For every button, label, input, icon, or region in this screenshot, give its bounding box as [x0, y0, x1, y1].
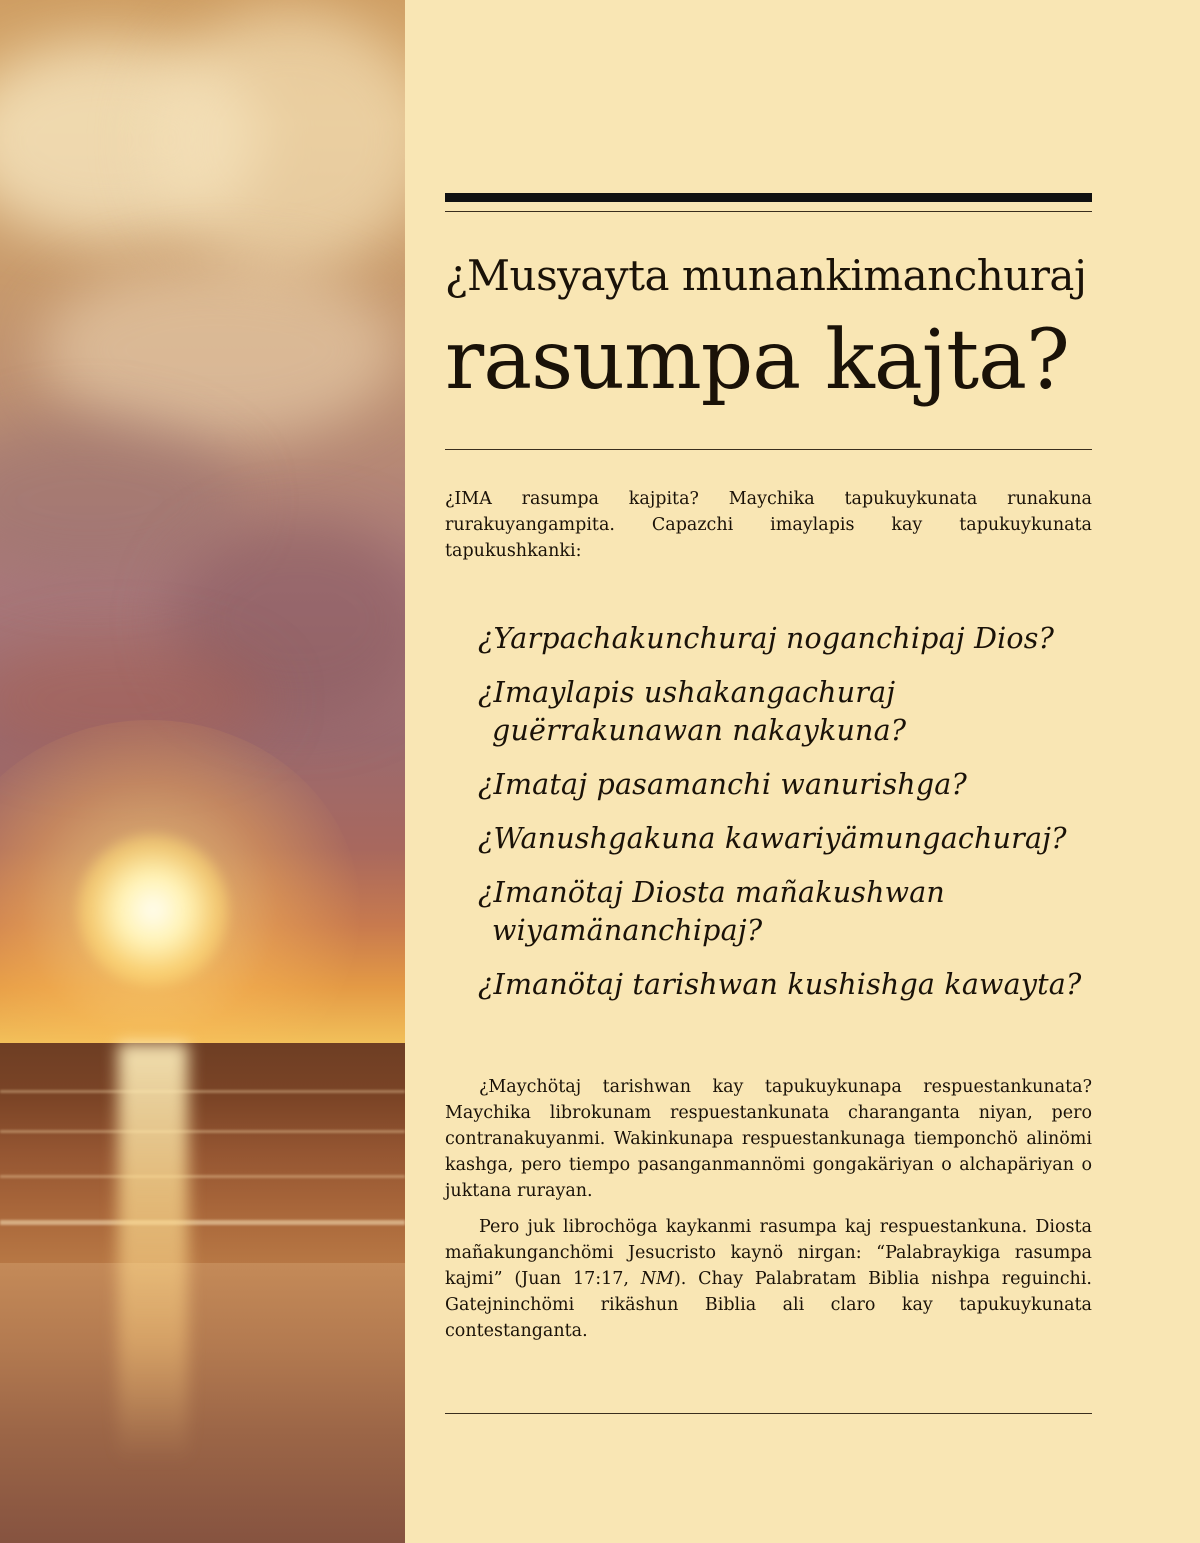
title-line-2: rasumpa kajta? — [445, 313, 1069, 408]
question-item: ¿Imaylapis ushakangachuraj guërrakunawan nakaykuna? — [478, 676, 907, 747]
body-text — [445, 1074, 1092, 1354]
sea — [0, 1043, 405, 1263]
body-paragraph-1: ¿Maychötaj tarishwan kay tapukuykunapa respuestankunata? Maychika librokunam respuestankunata charanganta niyan, pero contranakuyanmi. Wakinkunapa respuestankunaga tiemponchö alinömi kashga, pero tiempo pasanganmannömi gongakäriyan o alchapäriyan o juktana rurayan. — [445, 1077, 1092, 1201]
sun-reflection — [118, 1043, 188, 1463]
sun — [78, 835, 228, 985]
beach — [0, 1263, 405, 1543]
top-thin-rule — [445, 211, 1092, 212]
top-thick-rule — [445, 193, 1092, 202]
title-line-1: ¿Musyayta munankimanchuraj — [445, 251, 1087, 300]
title-bottom-rule — [445, 449, 1092, 450]
question-item: ¿Imanötaj Diosta mañakushwan wiyamänanchipaj? — [478, 876, 945, 947]
question-list — [478, 620, 1118, 1020]
sunset-beach-photo — [0, 0, 405, 1543]
question-item: ¿Imataj pasamanchi wanurishga? — [478, 768, 967, 801]
body-paragraph-2 — [445, 1214, 1092, 1344]
intro-paragraph: ¿IMA rasumpa kajpita? Maychika tapukuykunata runakuna rurakuyangampita. Capazchi imaylapis kay tapukuykunata tapukushkanki: — [445, 489, 1092, 561]
body-paragraph-2-text: Pero juk librochöga kaykanmi rasumpa kaj respuestankuna. Diosta mañakunganchömi Jesucristo kaynö nirgan: “Palabraykiga rasumpa kajmi” (Juan 17:17, — [445, 1217, 1092, 1289]
question-item: ¿Wanushgakuna kawariyämungachuraj? — [478, 822, 1067, 855]
bottom-rule — [445, 1413, 1092, 1414]
citation-abbreviation: NM — [640, 1269, 674, 1289]
question-item: ¿Imanötaj tarishwan kushishga kawayta? — [478, 968, 1082, 1001]
body-paragraph-2-text-end: ). Chay Palabratam Biblia nishpa reguinchi. Gatejninchömi rikäshun Biblia ali claro kay tapukuykunata contestanganta. — [445, 1269, 1092, 1341]
question-item: ¿Yarpachakunchuraj noganchipaj Dios? — [478, 622, 1055, 655]
